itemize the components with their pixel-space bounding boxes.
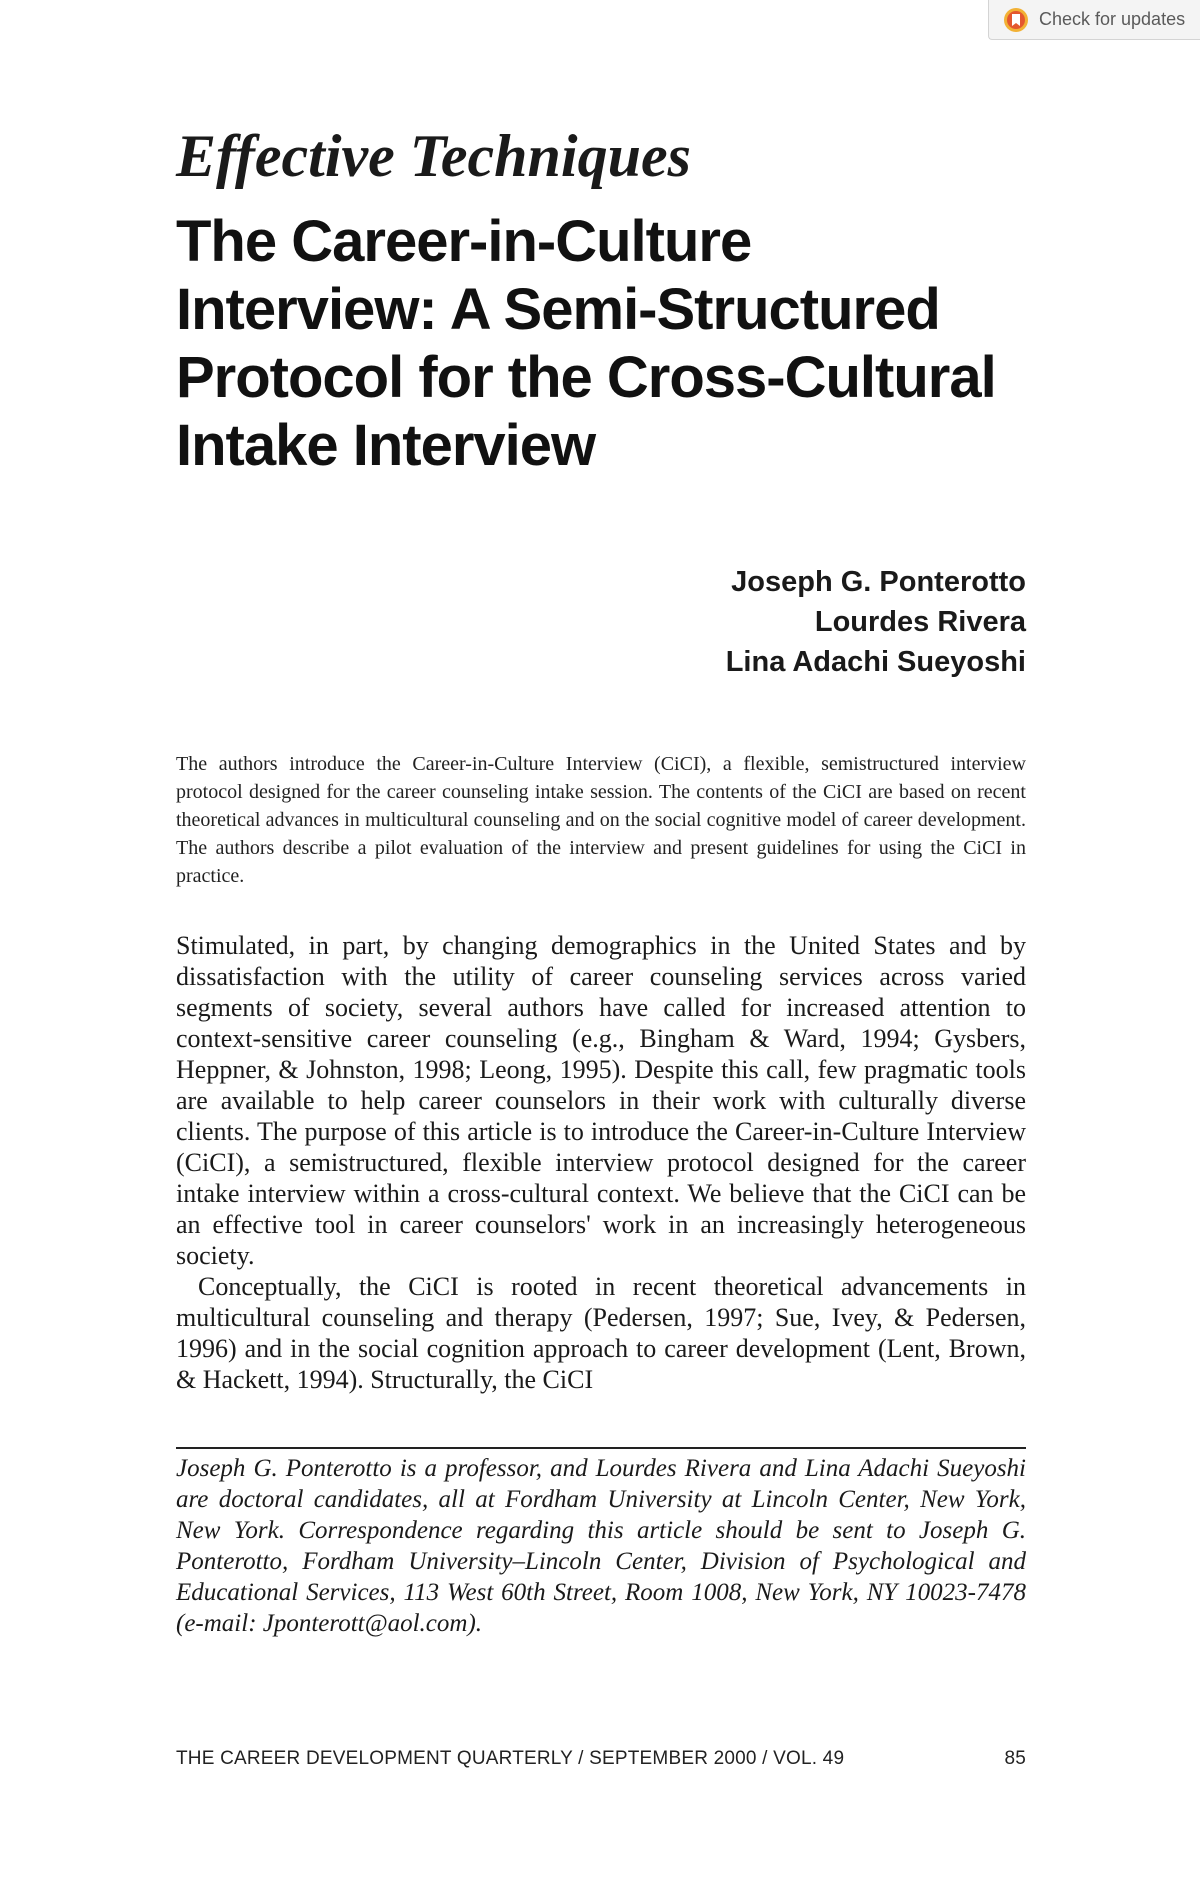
abstract: The authors introduce the Career-in-Culture Interview (CiCI), a flexible, semistructured interview protocol designed for the career counseling intake session. The contents of the CiCI are based on recent theoretical advances in multicultural counseling and on the social cognitive model of career development. The authors describe a pilot evaluation of the interview and present guidelines for using the CiCI in practice. bbox=[176, 753, 1026, 887]
page-number: 85 bbox=[1004, 1748, 1026, 1769]
author-name: Lina Adachi Sueyoshi bbox=[725, 646, 1026, 678]
crossmark-icon bbox=[1003, 7, 1029, 33]
article-title: The Career-in-Culture Interview: A Semi-Structured Protocol for the Cross-Cultural Intake Interview bbox=[176, 209, 996, 478]
footnote-divider bbox=[176, 1447, 1026, 1449]
body-paragraph: Conceptually, the CiCI is rooted in recent theoretical advancements in multicultural counseling and therapy (Pedersen, 1997; Sue, Ivey, & Pedersen, 1996) and in the social cognition approach to career development (Lent, Brown, & Hackett, 1994). Structurally, the CiCI bbox=[176, 1272, 1026, 1394]
article-page bbox=[176, 120, 1026, 1639]
author-footnote: Joseph G. Ponterotto is a professor, and Lourdes Rivera and Lina Adachi Sueyoshi are doctoral candidates, all at Fordham University at Lincoln Center, New York, New York. Correspondence regarding this article should be sent to Joseph G. Ponterotto, Fordham University–Lincoln Center, Division of Psychological and Educational Services, 113 West 60th Street, Room 1008, New York, NY 10023-7478 (e-mail: Jponterott@aol.com). bbox=[176, 1455, 1026, 1637]
author-name: Lourdes Rivera bbox=[814, 606, 1026, 638]
section-label: Effective Techniques bbox=[176, 123, 691, 189]
running-footer bbox=[176, 1748, 1026, 1770]
check-for-updates-button[interactable] bbox=[988, 0, 1200, 40]
body-paragraph: Stimulated, in part, by changing demographics in the United States and by dissatisfaction with the utility of career counseling services across varied segments of society, several authors have called for increased attention to context-sensitive career counseling (e.g., Bingham & Ward, 1994; Gysbers, Heppner, & Johnston, 1998; Leong, 1995). Despite this call, few pragmatic tools are available to help career counselors in their work with culturally diverse clients. The purpose of this article is to introduce the Career-in-Culture Interview (CiCI), a semistructured, flexible interview protocol designed for the career intake interview within a cross-cultural context. We believe that the CiCI can be an effective tool in career counselors' work in an increasingly heterogeneous society. bbox=[176, 931, 1026, 1270]
article-body bbox=[176, 930, 1026, 1395]
author-list bbox=[176, 562, 1026, 682]
author-name: Joseph G. Ponterotto bbox=[731, 566, 1026, 598]
check-for-updates-label: Check for updates bbox=[1039, 9, 1186, 29]
journal-citation: THE CAREER DEVELOPMENT QUARTERLY / SEPTEMBER 2000 / VOL. 49 bbox=[176, 1748, 845, 1769]
